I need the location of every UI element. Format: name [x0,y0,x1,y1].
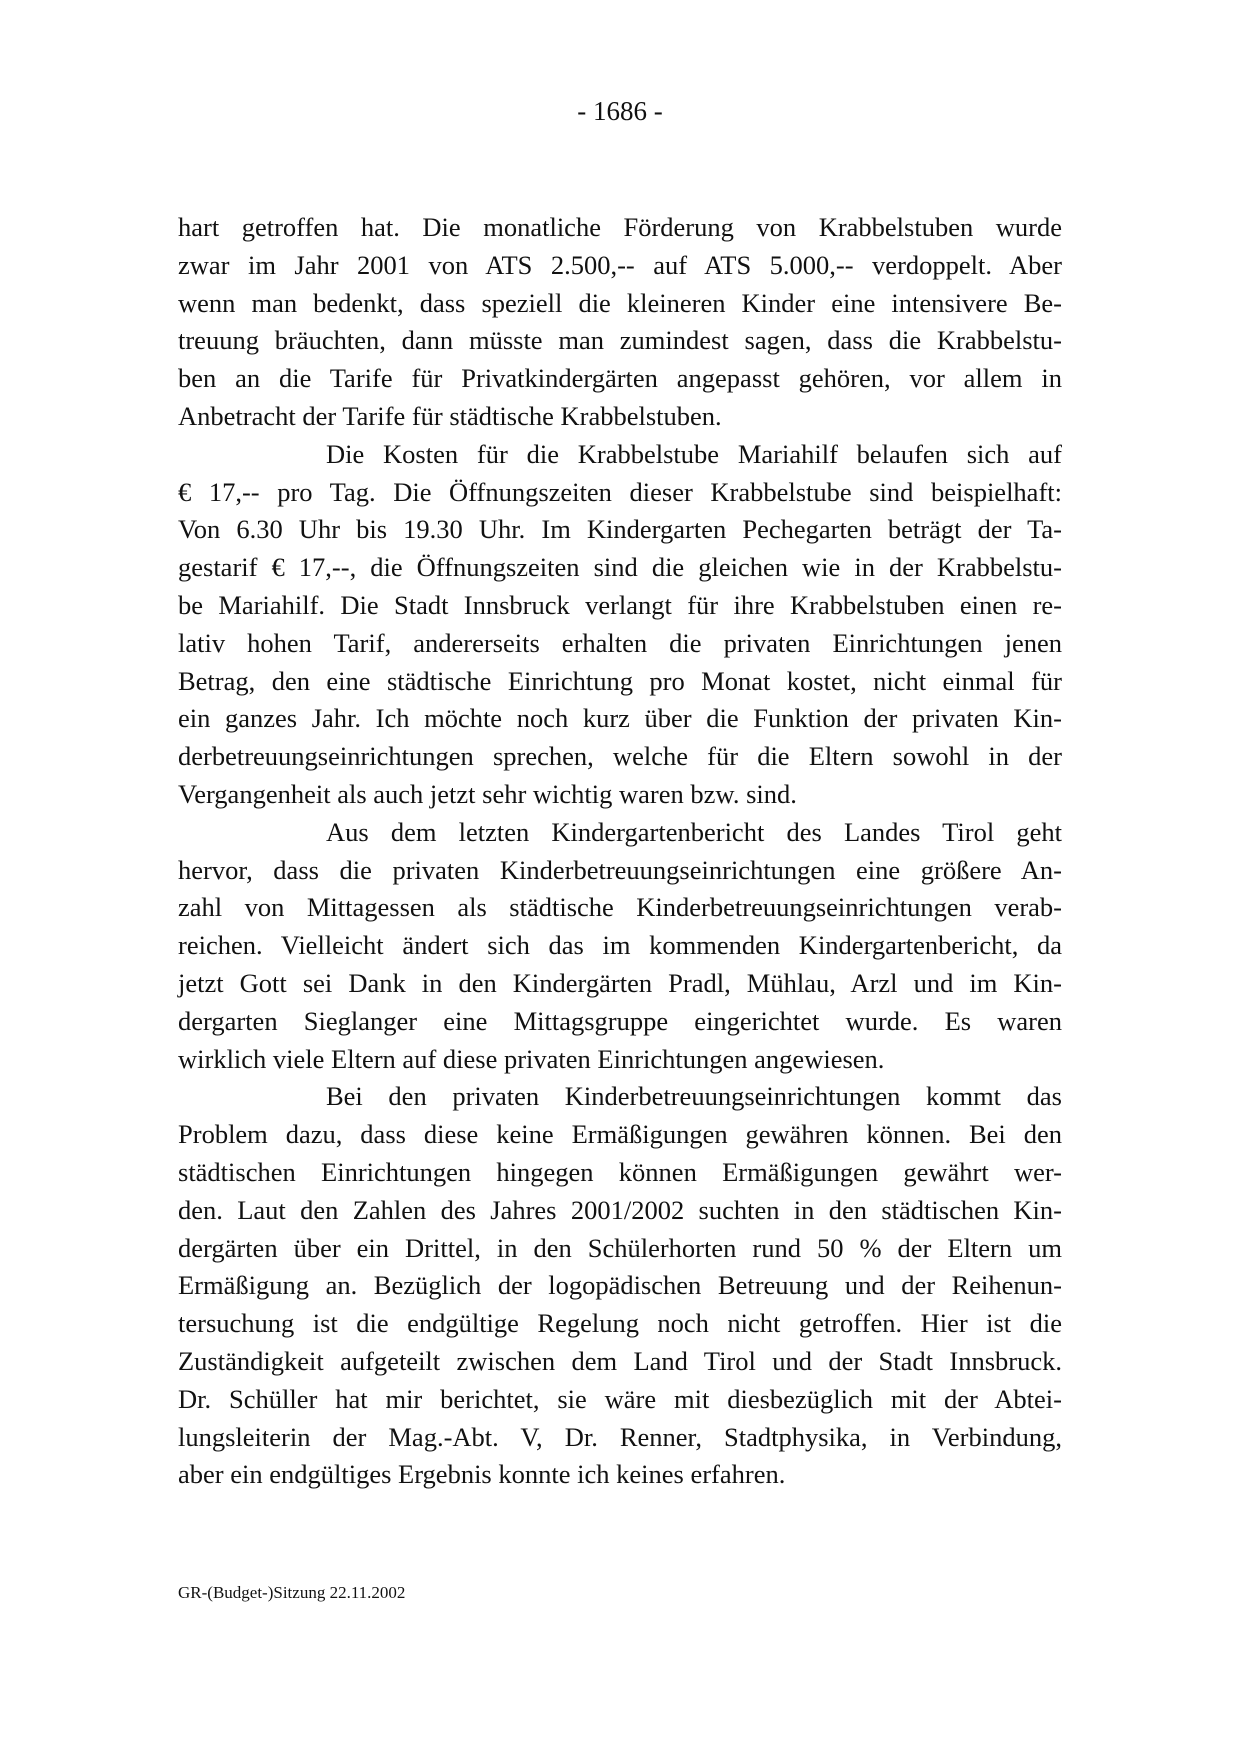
text-line: ein ganzes Jahr. Ich möchte noch kurz über die Funktion der privaten Kin- [178,703,1062,734]
text-line: Betrag, den eine städtische Einrichtung pro Monat kostet, nicht einmal für [178,665,1062,696]
text-line: be Mariahilf. Die Stadt Innsbruck verlangt für ihre Krabbelstuben einen re- [178,589,1062,620]
text-line: derbetreuungseinrichtungen sprechen, welche für die Eltern sowohl in der [178,741,1062,772]
text-line: Vergangenheit als auch jetzt sehr wichtig waren bzw. sind. [178,778,797,809]
text-line: Aus dem letzten Kindergartenbericht des Landes Tirol geht [326,816,1062,847]
text-line: jetzt Gott sei Dank in den Kindergärten Pradl, Mühlau, Arzl und im Kin- [178,967,1062,998]
text-line: lativ hohen Tarif, andererseits erhalten die privaten Einrichtungen jenen [178,627,1062,658]
text-line: Anbetracht der Tarife für städtische Krabbelstuben. [178,400,722,431]
text-line: dergärten über ein Drittel, in den Schülerhorten rund 50 % der Eltern um [178,1232,1062,1263]
text-line: städtischen Einrichtungen hingegen können Ermäßigungen gewährt wer- [178,1156,1062,1187]
text-line: dergarten Sieglanger eine Mittagsgruppe eingerichtet wurde. Es waren [178,1005,1062,1036]
text-line: Die Kosten für die Krabbelstube Mariahilf belaufen sich auf [326,438,1062,469]
paragraph [178,436,1062,814]
text-line: Zuständigkeit aufgeteilt zwischen dem Land Tirol und der Stadt Innsbruck. [178,1345,1062,1376]
text-line: treuung bräuchten, dann müsste man zumindest sagen, dass die Krabbelstu- [178,325,1062,356]
paragraph [178,814,1062,1079]
text-line: wirklich viele Eltern auf diese privaten Einrichtungen angewiesen. [178,1043,885,1074]
text-line: Ermäßigung an. Bezüglich der logopädischen Betreuung und der Reihenun- [178,1270,1062,1301]
paragraph [178,1078,1062,1494]
text-line: aber ein endgültiges Ergebnis konnte ich keines erfahren. [178,1459,786,1490]
text-line: gestarif € 17,--, die Öffnungszeiten sind die gleichen wie in der Krabbelstu- [178,552,1062,583]
page-number: - 1686 - [577,96,663,126]
body-text [178,209,1062,1494]
footer-session-date: GR-(Budget-)Sitzung 22.11.2002 [178,1583,406,1602]
text-line: zahl von Mittagessen als städtische Kinderbetreuungseinrichtungen verab- [178,892,1062,923]
text-line: Dr. Schüller hat mir berichtet, sie wäre mit diesbezüglich mit der Abtei- [178,1383,1062,1414]
text-line: hervor, dass die privaten Kinderbetreuungseinrichtungen eine größere An- [178,854,1062,885]
text-line: lungsleiterin der Mag.-Abt. V, Dr. Renner, Stadtphysika, in Verbindung, [178,1421,1062,1452]
text-line: € 17,-- pro Tag. Die Öffnungszeiten dieser Krabbelstube sind beispielhaft: [178,476,1062,507]
text-line: hart getroffen hat. Die monatliche Förderung von Krabbelstuben wurde [178,212,1062,242]
text-line: ben an die Tarife für Privatkindergärten angepasst gehören, vor allem in [178,363,1062,394]
text-line: Von 6.30 Uhr bis 19.30 Uhr. Im Kindergarten Pechegarten beträgt der Ta- [178,514,1062,545]
paragraph [178,209,1062,436]
text-line: Bei den privaten Kinderbetreuungseinrichtungen kommt das [326,1081,1062,1112]
text-line: zwar im Jahr 2001 von ATS 2.500,-- auf ATS 5.000,-- verdoppelt. Aber [178,249,1062,280]
text-line: Problem dazu, dass diese keine Ermäßigungen gewähren können. Bei den [178,1119,1062,1150]
text-line: reichen. Vielleicht ändert sich das im kommenden Kindergartenbericht, da [178,930,1062,961]
text-line: tersuchung ist die endgültige Regelung noch nicht getroffen. Hier ist die [178,1308,1062,1339]
text-line: wenn man bedenkt, dass speziell die kleineren Kinder eine intensivere Be- [178,287,1062,318]
text-line: den. Laut den Zahlen des Jahres 2001/2002 suchten in den städtischen Kin- [178,1194,1062,1225]
